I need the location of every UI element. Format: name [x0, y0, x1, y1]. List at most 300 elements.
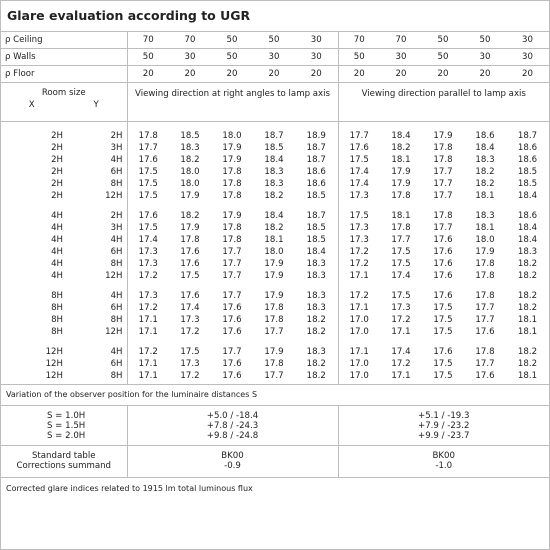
- ugr-par-value: 18.1: [517, 314, 538, 325]
- ugr-perp-value: 17.6: [138, 210, 158, 221]
- ugr-perp-value: 17.8: [264, 314, 284, 325]
- ugr-perp-value: 18.6: [295, 178, 338, 190]
- ugr-perp-value: 18.3: [295, 346, 338, 358]
- room-y: 4H: [71, 154, 127, 166]
- ugr-perp-value: 18.0: [222, 130, 242, 141]
- perp-standard-table: BK00: [221, 450, 244, 461]
- ugr-perp-value: 17.1: [138, 358, 158, 369]
- variation-table: [1, 406, 549, 446]
- ugr-par-value: 17.5: [433, 370, 453, 381]
- reflectance-value: 20: [422, 66, 464, 83]
- ugr-par-value: 17.7: [433, 190, 453, 201]
- reflectance-value: 20: [211, 66, 253, 83]
- ugr-par-value: 17.2: [349, 258, 369, 269]
- room-y: 4H: [71, 346, 127, 358]
- room-x: 2H: [51, 178, 63, 189]
- ugr-par-value: 18.1: [517, 326, 538, 337]
- reflectance-value: 20: [380, 66, 422, 83]
- ugr-perp-value: 17.6: [180, 246, 200, 257]
- ugr-perp-value: 18.4: [295, 246, 338, 258]
- table-row: [1, 130, 549, 142]
- ugr-par-value: 18.7: [517, 130, 538, 141]
- ugr-perp-value: 18.0: [180, 178, 200, 189]
- reflectance-value: 20: [506, 66, 549, 83]
- ugr-perp-value: 17.8: [180, 234, 200, 245]
- direction-header: [1, 83, 549, 122]
- ugr-perp-value: 17.7: [222, 346, 242, 357]
- ugr-perp-value: 17.8: [222, 166, 242, 177]
- ugr-perp-value: 18.7: [295, 154, 338, 166]
- table-row: [1, 346, 549, 358]
- ugr-par-value: 17.3: [349, 234, 369, 245]
- ugr-par-value: 17.7: [349, 130, 369, 141]
- ugr-perp-value: 18.2: [295, 370, 338, 382]
- ugr-perp-value: 17.8: [222, 234, 242, 245]
- reflectance-value: 50: [338, 49, 380, 66]
- ugr-perp-value: 18.7: [295, 142, 338, 154]
- ugr-perp-value: 17.8: [222, 222, 242, 233]
- ugr-par-value: 18.4: [475, 142, 495, 153]
- ugr-perp-value: 17.2: [138, 346, 158, 357]
- ugr-par-value: 18.6: [517, 210, 538, 221]
- room-y: 8H: [71, 314, 127, 326]
- reflectance-value: 20: [253, 66, 295, 83]
- ugr-perp-value: 17.9: [222, 142, 242, 153]
- room-x: 2H: [51, 154, 63, 165]
- ugr-perp-value: 18.5: [295, 190, 338, 202]
- ugr-perp-value: 18.3: [295, 290, 338, 302]
- ugr-par-value: 17.9: [391, 166, 411, 177]
- ugr-par-value: 17.5: [391, 246, 411, 257]
- room-y: 4H: [71, 234, 127, 246]
- ugr-perp-value: 17.4: [180, 302, 200, 313]
- ugr-perp-value: 17.3: [180, 314, 200, 325]
- room-y: 6H: [71, 358, 127, 370]
- reflectance-value: 50: [211, 49, 253, 66]
- room-y: 8H: [71, 178, 127, 190]
- ugr-perp-value: 17.7: [138, 142, 158, 153]
- perp-variation: +5.0 / -18.4: [206, 410, 259, 421]
- par-variation: +9.9 / -23.7: [418, 430, 470, 441]
- ugr-par-value: 17.6: [433, 258, 453, 269]
- ugr-perp-value: 18.7: [295, 210, 338, 222]
- ugr-perp-value: 17.9: [222, 154, 242, 165]
- footnote: Corrected glare indices related to 1915 lm total luminous flux: [6, 483, 253, 493]
- sheet-title: Glare evaluation according to UGR: [1, 1, 549, 32]
- ugr-perp-value: 17.1: [138, 370, 158, 381]
- ugr-perp-value: 17.8: [222, 178, 242, 189]
- ugr-par-value: 18.2: [517, 270, 538, 281]
- ugr-perp-value: 18.3: [295, 270, 338, 282]
- ugr-par-value: 17.6: [433, 346, 453, 357]
- room-y: 2H: [71, 130, 127, 142]
- room-x: 12H: [45, 346, 63, 357]
- ugr-perp-value: 18.5: [295, 234, 338, 246]
- ugr-par-value: 17.9: [433, 130, 453, 141]
- reflectance-value: 20: [127, 66, 169, 83]
- reflectance-row: [1, 32, 549, 49]
- ugr-perp-value: 17.5: [138, 166, 158, 177]
- ugr-par-value: 17.6: [433, 270, 453, 281]
- room-y: 12H: [71, 190, 127, 202]
- reflectance-value: 50: [422, 49, 464, 66]
- ugr-perp-value: 18.9: [295, 130, 338, 142]
- perp-variation: +9.8 / -24.8: [206, 430, 259, 441]
- standard-table: [1, 446, 549, 478]
- ugr-perp-value: 18.0: [180, 166, 200, 177]
- ugr-perp-value: 17.7: [222, 246, 242, 257]
- room-y: 6H: [71, 166, 127, 178]
- ugr-par-value: 18.1: [391, 154, 411, 165]
- room-x: 4H: [51, 258, 63, 269]
- ugr-perp-value: 18.0: [264, 246, 284, 257]
- ugr-par-value: 17.8: [475, 290, 495, 301]
- ugr-perp-value: 17.7: [264, 326, 284, 337]
- ugr-par-value: 18.4: [391, 130, 411, 141]
- reflectance-value: 30: [464, 49, 506, 66]
- ugr-perp-value: 18.2: [295, 358, 338, 370]
- ugr-par-value: 17.8: [433, 210, 453, 221]
- ugr-par-value: 17.3: [349, 190, 369, 201]
- ugr-perp-value: 18.3: [264, 178, 284, 189]
- ugr-par-value: 17.4: [349, 178, 369, 189]
- room-y: 3H: [71, 222, 127, 234]
- ugr-perp-value: 17.6: [222, 302, 242, 313]
- ugr-par-value: 17.1: [349, 302, 369, 313]
- table-row: [1, 314, 549, 326]
- reflectance-value: 30: [253, 49, 295, 66]
- ugr-perp-value: 18.5: [264, 142, 284, 153]
- ugr-perp-value: 17.2: [180, 326, 200, 337]
- ugr-par-value: 17.1: [391, 370, 411, 381]
- ugr-par-value: 17.0: [349, 314, 369, 325]
- reflectance-value: 30: [295, 32, 338, 49]
- ugr-perp-value: 17.6: [180, 290, 200, 301]
- ugr-par-value: 17.0: [349, 326, 369, 337]
- ugr-par-value: 18.6: [475, 130, 495, 141]
- reflectance-table: [1, 32, 549, 83]
- ugr-par-value: 17.7: [475, 302, 495, 313]
- ugr-par-value: 17.5: [349, 210, 369, 221]
- ugr-perp-value: 18.7: [264, 130, 284, 141]
- ugr-perp-value: 17.7: [222, 258, 242, 269]
- ugr-perp-value: 17.9: [264, 258, 284, 269]
- ugr-perp-value: 17.3: [138, 258, 158, 269]
- room-x: 4H: [51, 222, 63, 233]
- ugr-perp-value: 18.2: [180, 154, 200, 165]
- room-x: 2H: [51, 166, 63, 177]
- reflectance-row: [1, 49, 549, 66]
- ugr-par-value: 17.8: [475, 346, 495, 357]
- ugr-par-value: 18.6: [517, 142, 538, 153]
- table-row: [1, 370, 549, 382]
- ugr-par-value: 17.5: [433, 302, 453, 313]
- ugr-perp-value: 17.4: [138, 234, 158, 245]
- reflectance-row: [1, 66, 549, 83]
- ugr-par-value: 18.2: [517, 290, 538, 301]
- ugr-perp-value: 17.8: [264, 302, 284, 313]
- ugr-par-value: 17.6: [475, 326, 495, 337]
- ugr-perp-value: 17.3: [180, 358, 200, 369]
- ugr-par-value: 17.5: [433, 326, 453, 337]
- par-standard-table: BK00: [432, 450, 455, 461]
- reflectance-value: 20: [464, 66, 506, 83]
- ugr-par-value: 18.4: [517, 190, 538, 201]
- room-y: 12H: [71, 270, 127, 282]
- room-x-label: X: [28, 100, 35, 110]
- ugr-par-value: 18.3: [475, 154, 495, 165]
- ugr-par-value: 18.4: [517, 222, 538, 233]
- ugr-par-value: 17.0: [349, 358, 369, 369]
- ugr-perp-value: 18.6: [295, 166, 338, 178]
- reflectance-value: 30: [506, 32, 549, 49]
- ugr-perp-value: 17.9: [264, 346, 284, 357]
- ugr-perp-value: 17.1: [138, 314, 158, 325]
- ugr-perp-value: 18.5: [295, 222, 338, 234]
- reflectance-value: 70: [169, 32, 211, 49]
- ugr-par-value: 17.7: [433, 222, 453, 233]
- spacing-label: S = 1.5H: [47, 420, 86, 431]
- room-x: 2H: [51, 142, 63, 153]
- perp-correction: -0.9: [224, 460, 241, 471]
- ugr-perp-value: 17.2: [138, 302, 158, 313]
- table-row: [1, 234, 549, 246]
- ugr-par-value: 17.7: [475, 358, 495, 369]
- corrections-summand-label: Corrections summand: [16, 460, 111, 471]
- reflectance-value: 30: [295, 49, 338, 66]
- ugr-par-value: 17.8: [475, 258, 495, 269]
- table-row: [1, 142, 549, 154]
- ugr-par-value: 18.3: [475, 210, 495, 221]
- ugr-perp-value: 18.3: [295, 302, 338, 314]
- reflectance-value: 70: [127, 32, 169, 49]
- ugr-perp-value: 17.7: [222, 270, 242, 281]
- ugr-perp-value: 18.3: [295, 258, 338, 270]
- spacing-label: S = 2.0H: [47, 430, 86, 441]
- ugr-perp-value: 17.3: [138, 290, 158, 301]
- ugr-par-value: 18.2: [391, 142, 411, 153]
- room-x: 8H: [51, 326, 63, 337]
- ugr-par-value: 17.2: [391, 314, 411, 325]
- ugr-par-value: 17.6: [349, 142, 369, 153]
- ugr-perp-value: 17.6: [138, 154, 158, 165]
- ugr-perp-value: 17.3: [138, 246, 158, 257]
- ugr-perp-value: 18.2: [295, 326, 338, 338]
- ugr-par-value: 17.5: [433, 314, 453, 325]
- ugr-perp-value: 17.9: [222, 210, 242, 221]
- reflectance-value: 50: [422, 32, 464, 49]
- ugr-par-value: 17.8: [433, 154, 453, 165]
- ugr-perp-value: 17.9: [264, 290, 284, 301]
- table-row: [1, 166, 549, 178]
- room-y: 8H: [71, 370, 127, 382]
- ugr-par-value: 17.2: [349, 246, 369, 257]
- ugr-par-value: 18.5: [517, 166, 538, 177]
- room-y: 12H: [71, 326, 127, 338]
- reflectance-value: 20: [338, 66, 380, 83]
- ugr-perp-value: 17.6: [222, 370, 242, 381]
- reflectance-value: 30: [380, 49, 422, 66]
- ugr-par-value: 18.2: [475, 178, 495, 189]
- room-size-header: [1, 83, 127, 121]
- ugr-par-value: 17.1: [349, 270, 369, 281]
- table-row: [1, 190, 549, 202]
- room-x: 8H: [51, 314, 63, 325]
- reflectance-value: 30: [506, 49, 549, 66]
- ugr-par-value: 17.2: [391, 358, 411, 369]
- ugr-perp-value: 18.2: [295, 314, 338, 326]
- perpendicular-header: Viewing direction at right angles to lamp axis: [127, 83, 338, 121]
- ugr-par-value: 17.6: [475, 370, 495, 381]
- room-x: 2H: [51, 130, 63, 141]
- ugr-par-value: 18.6: [517, 154, 538, 165]
- room-y: 8H: [71, 258, 127, 270]
- ugr-perp-value: 17.5: [180, 270, 200, 281]
- room-y: 3H: [71, 142, 127, 154]
- ugr-par-value: 17.9: [391, 178, 411, 189]
- table-row: [1, 246, 549, 258]
- ugr-perp-value: 17.8: [264, 358, 284, 369]
- room-x: 4H: [51, 210, 63, 221]
- room-y: 2H: [71, 210, 127, 222]
- ugr-par-value: 18.2: [517, 302, 538, 313]
- reflectance-value: 70: [380, 32, 422, 49]
- ugr-par-value: 17.5: [433, 358, 453, 369]
- ugr-par-value: 18.0: [475, 234, 495, 245]
- ugr-par-value: 18.3: [517, 246, 538, 257]
- reflectance-value: 50: [211, 32, 253, 49]
- reflectance-value: 70: [338, 32, 380, 49]
- reflectance-value: 50: [253, 32, 295, 49]
- variation-title: Variation of the observer position for the luminaire distances S: [1, 385, 549, 406]
- ugr-par-value: 17.7: [433, 166, 453, 177]
- ugr-par-value: 17.6: [433, 290, 453, 301]
- ugr-perp-value: 17.8: [222, 190, 242, 201]
- ugr-perp-value: 17.9: [264, 270, 284, 281]
- ugr-par-value: 17.6: [433, 246, 453, 257]
- ugr-par-value: 17.4: [391, 346, 411, 357]
- ugr-par-value: 17.4: [349, 166, 369, 177]
- ugr-par-value: 18.2: [517, 358, 538, 369]
- ugr-perp-value: 18.2: [264, 222, 284, 233]
- reflectance-label: ρ Floor: [1, 66, 127, 83]
- ugr-par-value: 18.5: [517, 178, 538, 189]
- par-correction: -1.0: [435, 460, 453, 471]
- room-x: 12H: [45, 370, 63, 381]
- ugr-par-value: 17.8: [433, 142, 453, 153]
- ugr-par-value: 17.5: [391, 258, 411, 269]
- ugr-par-value: 18.2: [475, 166, 495, 177]
- table-row: [1, 358, 549, 370]
- reflectance-value: 30: [169, 49, 211, 66]
- ugr-par-value: 17.3: [391, 302, 411, 313]
- ugr-perp-value: 17.9: [180, 190, 200, 201]
- reflectance-value: 50: [127, 49, 169, 66]
- ugr-par-value: 17.0: [349, 370, 369, 381]
- perp-variation: +7.8 / -24.3: [206, 420, 259, 431]
- ugr-perp-value: 17.8: [138, 130, 158, 141]
- ugr-par-value: 17.5: [391, 290, 411, 301]
- ugr-perp-value: 18.3: [180, 142, 200, 153]
- ugr-perp-value: 18.2: [180, 210, 200, 221]
- table-row: [1, 222, 549, 234]
- ugr-perp-value: 18.3: [264, 166, 284, 177]
- room-x: 2H: [51, 190, 63, 201]
- ugr-par-value: 17.8: [391, 190, 411, 201]
- ugr-par-value: 17.7: [475, 314, 495, 325]
- table-row: [1, 326, 549, 338]
- ugr-perp-value: 18.4: [264, 210, 284, 221]
- ugr-perp-value: 17.6: [222, 326, 242, 337]
- ugr-perp-value: 17.6: [222, 314, 242, 325]
- reflectance-label: ρ Ceiling: [1, 32, 127, 49]
- par-variation: +7.9 / -23.2: [418, 420, 470, 431]
- ugr-perp-value: 17.1: [138, 326, 158, 337]
- ugr-perp-value: 18.5: [180, 130, 200, 141]
- table-row: [1, 302, 549, 314]
- ugr-par-value: 17.7: [391, 234, 411, 245]
- table-row: [1, 178, 549, 190]
- ugr-par-value: 17.1: [391, 326, 411, 337]
- ugr-par-value: 18.2: [517, 258, 538, 269]
- ugr-par-value: 18.1: [475, 222, 495, 233]
- reflectance-value: 50: [464, 32, 506, 49]
- ugr-perp-value: 18.1: [264, 234, 284, 245]
- room-y-label: Y: [93, 100, 99, 110]
- room-x: 8H: [51, 302, 63, 313]
- ugr-perp-value: 17.2: [180, 370, 200, 381]
- ugr-par-value: 17.1: [349, 346, 369, 357]
- ugr-perp-value: 17.5: [138, 222, 158, 233]
- room-x: 4H: [51, 234, 63, 245]
- ugr-par-value: 17.6: [433, 234, 453, 245]
- ugr-perp-value: 17.7: [264, 370, 284, 381]
- ugr-perp-value: 17.6: [222, 358, 242, 369]
- spacing-label: S = 1.0H: [47, 410, 86, 421]
- ugr-par-value: 18.1: [517, 370, 538, 381]
- table-row: [1, 258, 549, 270]
- standard-table-label: Standard table: [31, 450, 96, 461]
- ugr-perp-value: 17.5: [138, 190, 158, 201]
- table-row: [1, 154, 549, 166]
- ugr-par-value: 17.4: [391, 270, 411, 281]
- ugr-perp-value: 17.7: [222, 290, 242, 301]
- ugr-par-value: 17.3: [349, 222, 369, 233]
- parallel-header: Viewing direction parallel to lamp axis: [338, 83, 549, 121]
- ugr-values-table: [1, 122, 549, 385]
- room-size-label: Room size: [41, 88, 86, 98]
- ugr-perp-value: 17.5: [180, 346, 200, 357]
- room-x: 4H: [51, 270, 63, 281]
- room-y: 4H: [71, 290, 127, 302]
- ugr-perp-value: 17.6: [180, 258, 200, 269]
- ugr-par-value: 17.8: [475, 270, 495, 281]
- ugr-perp-value: 17.5: [138, 178, 158, 189]
- ugr-par-value: 18.1: [391, 210, 411, 221]
- room-x: 8H: [51, 290, 63, 301]
- ugr-par-value: 17.5: [349, 154, 369, 165]
- table-row: [1, 210, 549, 222]
- par-variation: +5.1 / -19.3: [418, 410, 470, 421]
- reflectance-value: 20: [169, 66, 211, 83]
- room-x: 4H: [51, 246, 63, 257]
- ugr-par-value: 17.7: [433, 178, 453, 189]
- table-row: [1, 270, 549, 282]
- reflectance-label: ρ Walls: [1, 49, 127, 66]
- ugr-par-value: 18.4: [517, 234, 538, 245]
- table-row: [1, 290, 549, 302]
- ugr-par-value: 17.9: [475, 246, 495, 257]
